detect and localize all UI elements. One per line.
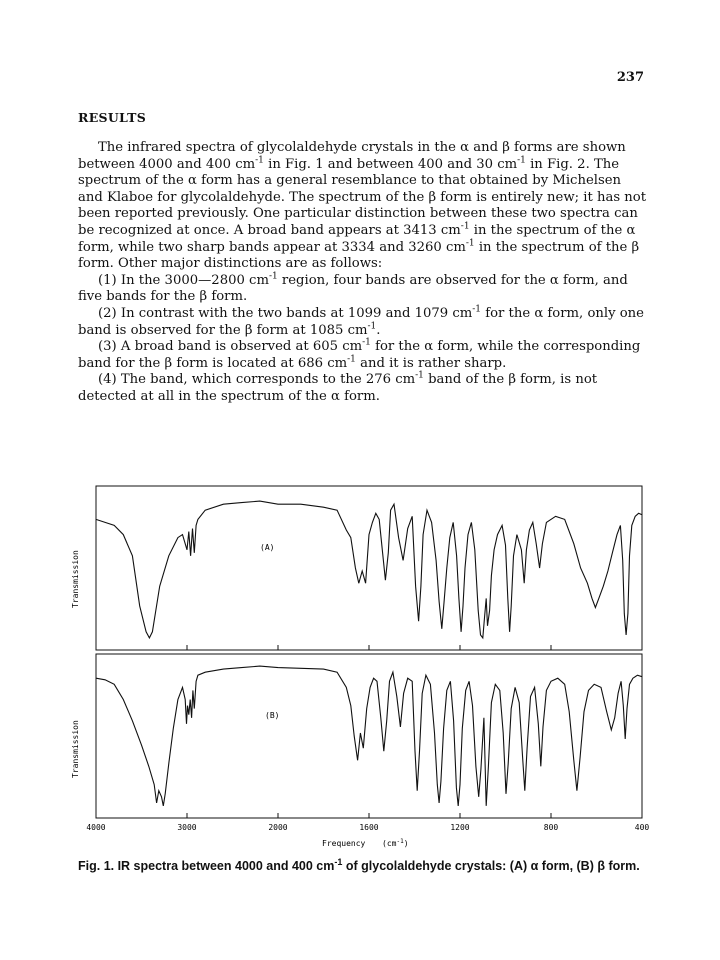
spectra-chart <box>60 478 660 858</box>
panel-a <box>71 486 642 650</box>
panel-a-ticks <box>96 645 642 650</box>
list-item-2 <box>78 306 648 339</box>
superscript: -1 <box>347 354 356 365</box>
list-item-1 <box>78 273 648 306</box>
superscript: -1 <box>517 155 526 166</box>
superscript: -1 <box>367 321 377 332</box>
page-number: 237 <box>616 70 644 85</box>
x-tick-label: 1600 <box>359 823 379 832</box>
text-run: for the α form, only one band is observed for the β form at 1085 cm <box>78 305 644 338</box>
body-text <box>78 140 648 406</box>
text-run: band of the β form, is not detected at all in the spectrum of the α form. <box>78 372 598 404</box>
panel-a-frame <box>96 486 642 650</box>
text-run: (1) In the 3000—2800 cm <box>98 272 269 288</box>
superscript: -1 <box>362 337 371 348</box>
superscript: -1 <box>415 370 424 381</box>
x-axis-label: Frequency <box>322 839 366 848</box>
spectrum-trace-b <box>96 666 642 806</box>
caption-text: of glycolaldehyde crystals: (A) α form, (B) β form. <box>342 859 640 873</box>
panel-b-ticks <box>96 813 642 818</box>
text-run: region, four bands are observed for the α form, and five bands for the β form. <box>78 272 628 305</box>
superscript: -1 <box>334 856 343 867</box>
x-tick-label: 3000 <box>177 823 197 832</box>
superscript: -1 <box>460 221 470 232</box>
superscript: -1 <box>268 271 278 282</box>
superscript: -1 <box>472 304 482 315</box>
text-run: in the spectrum of the β form. Other major distinctions are as follows: <box>78 239 640 272</box>
text-run: (4) The band, which corresponds to the 276 cm <box>98 372 416 388</box>
spectrum-trace-a <box>96 501 642 638</box>
panel-b-frame <box>96 654 642 818</box>
text-run: The infrared spectra of glycolaldehyde crystals in the α and β forms are shown between 4000 and 400 cm <box>78 140 626 172</box>
panel-a-label: (A) <box>260 543 275 552</box>
list-item-3 <box>78 339 648 372</box>
superscript: -1 <box>255 155 264 166</box>
list-item-4 <box>78 372 648 405</box>
x-tick-label: 400 <box>634 823 650 832</box>
section-heading: RESULTS <box>78 110 147 125</box>
ir-spectra-figure <box>60 478 660 858</box>
caption-text: Fig. 1. IR spectra between 4000 and 400 cm <box>78 859 335 873</box>
figure-caption <box>78 858 648 874</box>
x-tick-label: 4000 <box>86 823 106 832</box>
panel-b <box>71 654 642 818</box>
x-axis-unit: $(cm^{-1})$ <box>382 838 409 848</box>
text-run: in Fig. 2. The spectrum of the α form has a general resemblance to that obtained by Michelsen and Klaboe for glycolaldehyde. The spectrum of the β form is entirely new; it has not been reported previously. One particular distinction between these two spectra can be recognized at once. A broad band appears at 3413 cm <box>78 156 647 238</box>
superscript: -1 <box>465 238 475 249</box>
x-tick-label: 2000 <box>268 823 288 832</box>
panel-b-label: (B) <box>265 711 280 720</box>
text-run: (2) In contrast with the two bands at 1099 and 1079 cm <box>98 305 473 321</box>
y-axis-label-b: Transmission <box>71 720 80 778</box>
y-axis-label-a: Transmission <box>71 550 80 608</box>
text-run: and it is rather sharp. <box>355 355 507 371</box>
x-tick-label: 800 <box>543 823 559 832</box>
text-run: for the α form, while the corresponding band for the β form is located at 686 cm <box>78 339 641 371</box>
x-tick-labels <box>86 823 649 832</box>
text-run: in Fig. 1 and between 400 and 30 cm <box>263 156 518 172</box>
text-run: (3) A broad band is observed at 605 cm <box>98 339 363 355</box>
paragraph-results <box>78 140 648 273</box>
text-run: . <box>376 322 381 338</box>
text-run: in the spectrum of the α form, while two sharp bands appear at 3334 and 3260 cm <box>78 222 636 255</box>
x-tick-label: 1200 <box>450 823 470 832</box>
